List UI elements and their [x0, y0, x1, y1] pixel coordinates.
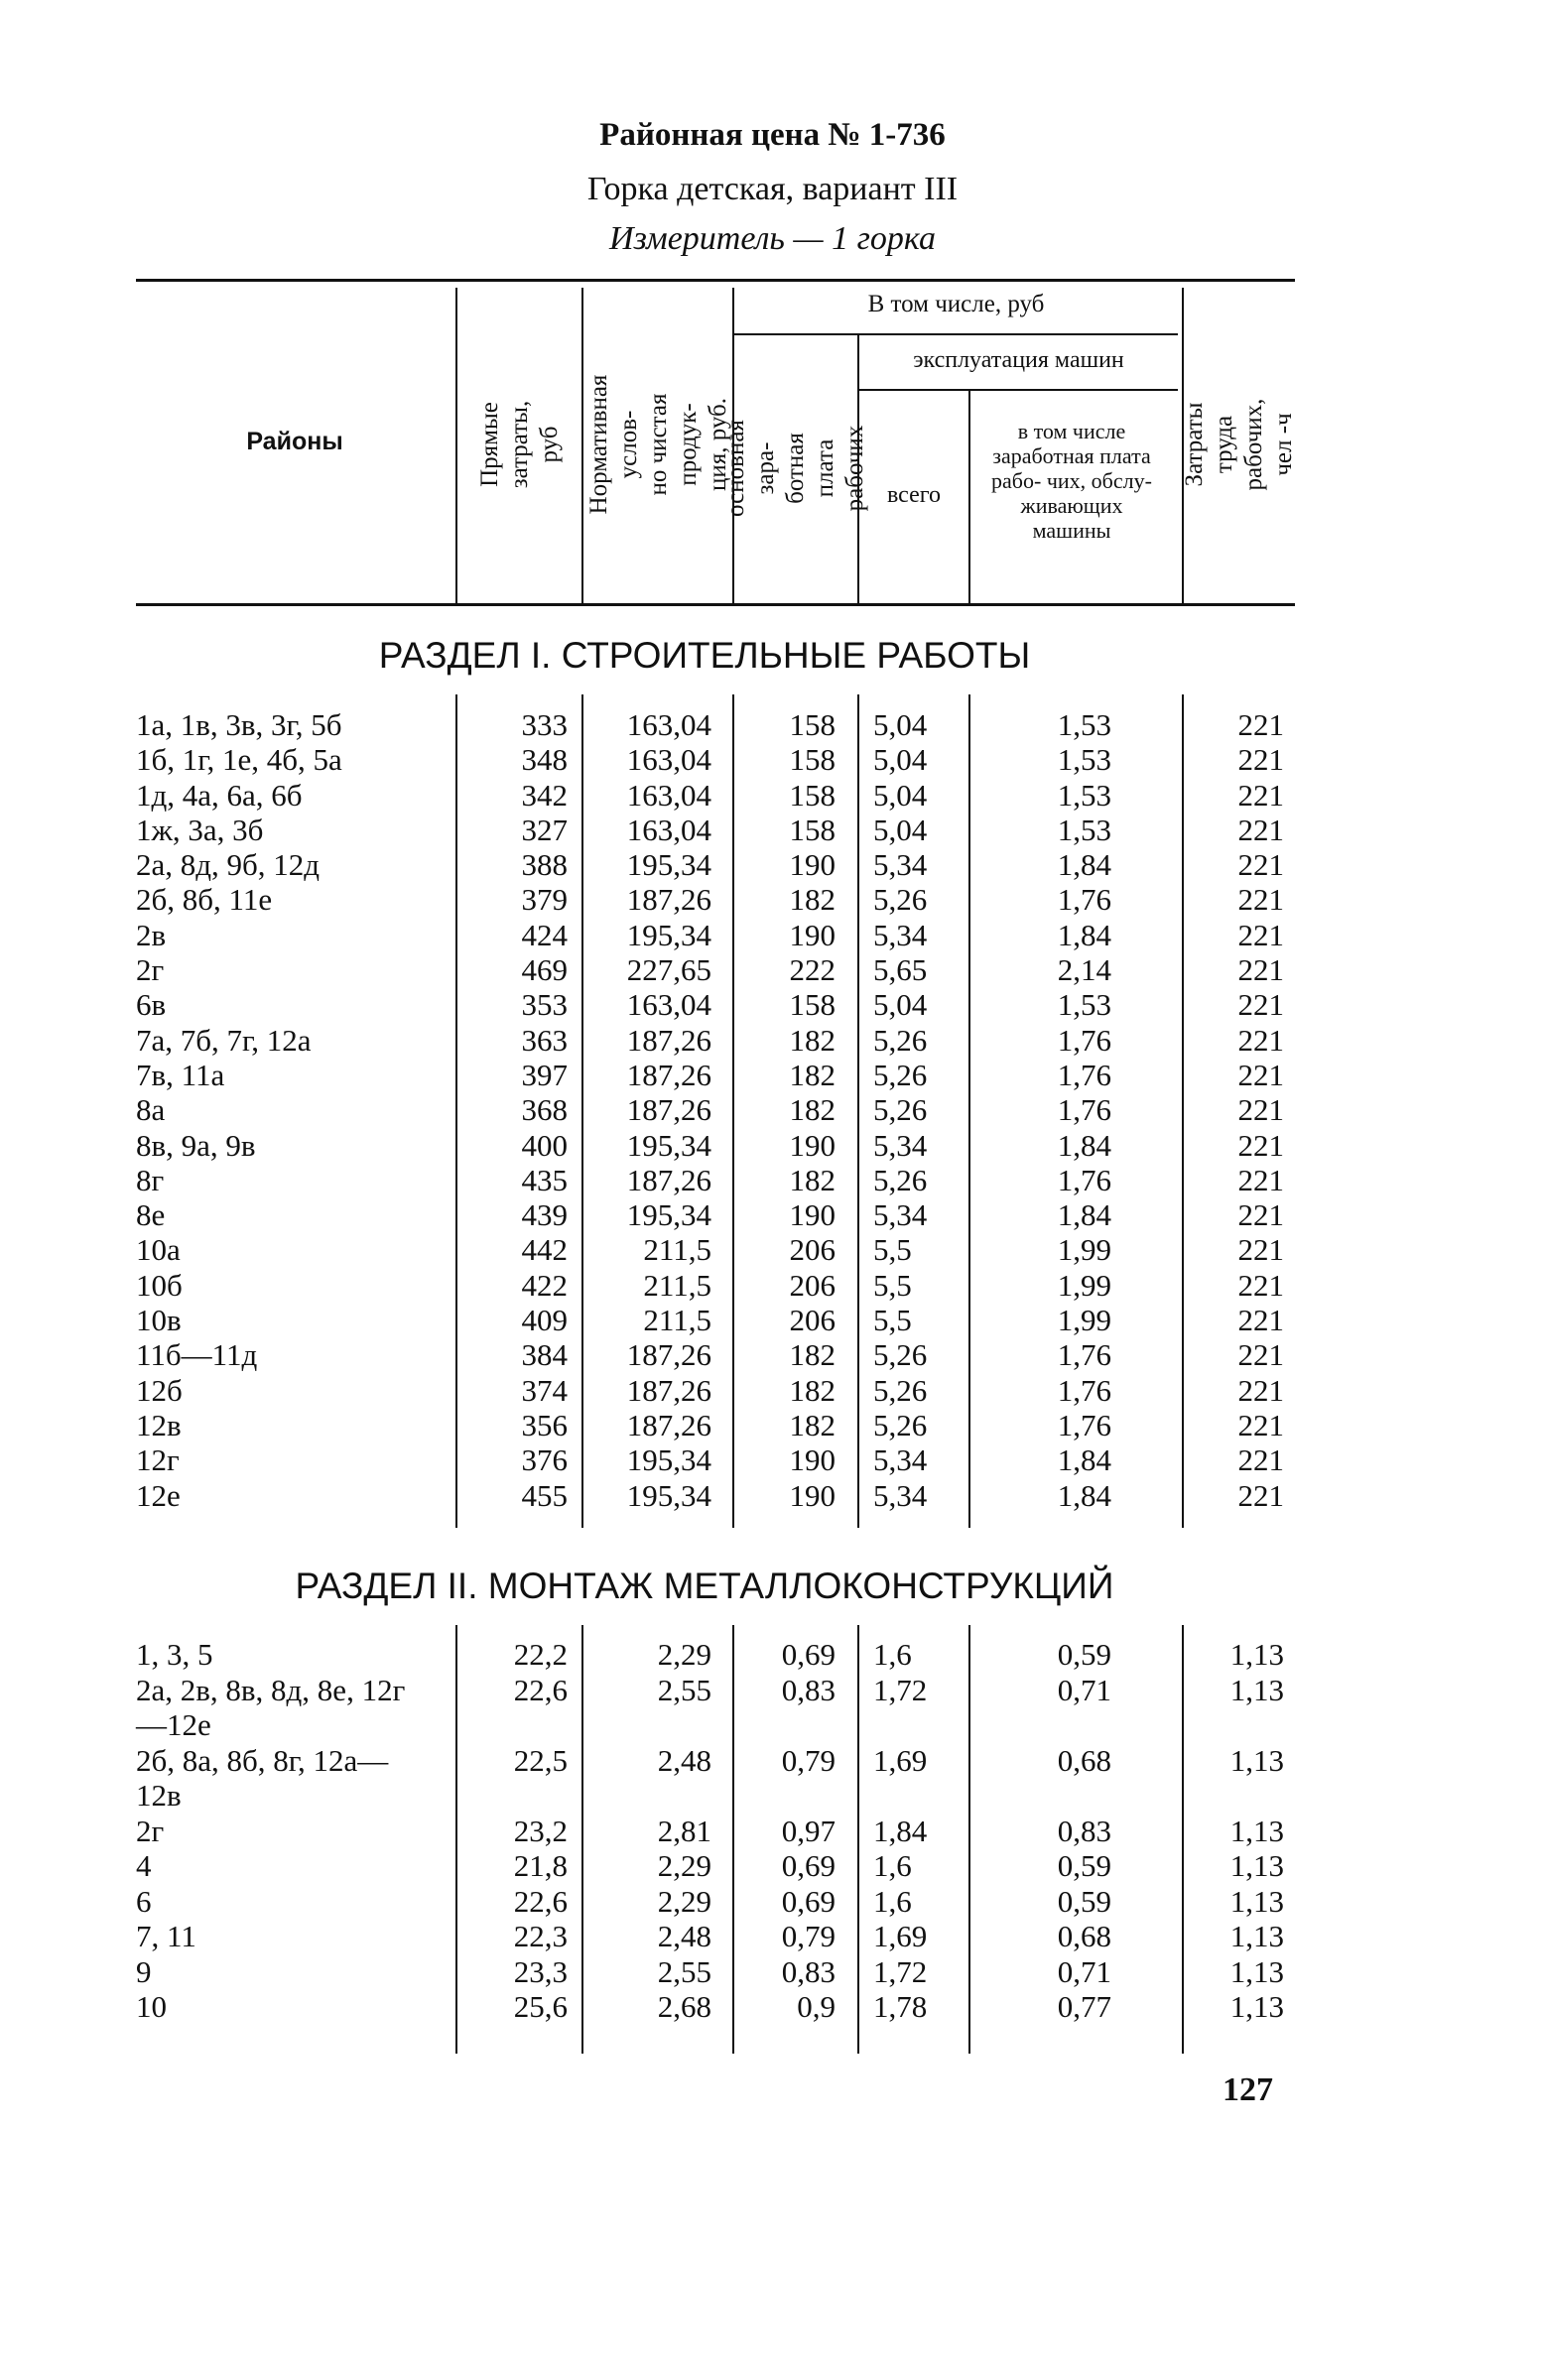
table-row — [0, 1268, 1545, 1303]
wages-cell: 158 — [789, 777, 836, 813]
direct-cost-cell: 22,2 — [513, 1637, 568, 1672]
labor-cell: 221 — [1237, 952, 1284, 988]
region-cell: 2а, 2в, 8в, 8д, 8е, 12г—12е — [136, 1672, 406, 1742]
direct-cost-cell: 363 — [521, 1022, 568, 1058]
header-col-divider — [968, 391, 970, 603]
region-cell: 1ж, 3а, 3б — [136, 812, 264, 847]
normative-cell: 2,29 — [657, 1848, 711, 1883]
labor-cell: 221 — [1237, 1477, 1284, 1513]
normative-cell: 187,26 — [626, 1162, 711, 1197]
machine-wages-cell: 0,71 — [1057, 1672, 1111, 1707]
normative-cell: 2,68 — [657, 1989, 711, 2024]
labor-cell: 221 — [1237, 1337, 1284, 1373]
region-cell: 8в, 9а, 9в — [136, 1127, 256, 1163]
normative-cell: 163,04 — [626, 987, 711, 1023]
normative-cell: 195,34 — [626, 1197, 711, 1233]
wages-cell: 182 — [789, 1407, 836, 1442]
region-cell: 4 — [136, 1848, 152, 1883]
wages-cell: 182 — [789, 1092, 836, 1128]
direct-cost-cell: 342 — [521, 777, 568, 813]
normative-cell: 163,04 — [626, 812, 711, 847]
table-row — [0, 778, 1545, 813]
normative-cell: 187,26 — [626, 1372, 711, 1408]
table-row — [0, 1884, 1545, 1920]
normative-cell: 2,55 — [657, 1953, 711, 1989]
wages-cell: 0,9 — [797, 1989, 836, 2024]
machines-total-cell: 5,04 — [873, 812, 928, 847]
machines-total-cell: 1,69 — [873, 1919, 928, 1953]
machines-total-cell: 1,78 — [873, 1989, 928, 2024]
machines-total-cell: 5,26 — [873, 1372, 928, 1408]
machine-wages-cell: 1,76 — [1057, 1407, 1111, 1442]
region-cell: 10а — [136, 1232, 181, 1268]
machine-wages-cell: 1,84 — [1057, 1127, 1111, 1163]
machines-total-cell: 1,6 — [873, 1883, 912, 1919]
machine-wages-cell: 1,53 — [1057, 812, 1111, 847]
region-cell: 1а, 1в, 3в, 3г, 5б — [136, 707, 342, 742]
wages-cell: 0,69 — [781, 1883, 836, 1919]
labor-cell: 221 — [1237, 812, 1284, 847]
normative-cell: 163,04 — [626, 777, 711, 813]
section2-title: РАЗДЕЛ II. МОНТАЖ МЕТАЛЛОКОНСТРУКЦИЙ — [295, 1566, 1114, 1606]
table-row — [0, 1092, 1545, 1127]
machines-rule — [859, 389, 1178, 391]
direct-cost-cell: 442 — [521, 1232, 568, 1268]
machine-wages-cell: 1,84 — [1057, 847, 1111, 883]
wages-cell: 206 — [789, 1267, 836, 1303]
machine-wages-cell: 1,99 — [1057, 1267, 1111, 1303]
normative-cell: 187,26 — [626, 1337, 711, 1373]
table-row — [0, 1442, 1545, 1477]
machines-total-cell: 1,6 — [873, 1848, 912, 1883]
labor-cell: 1,13 — [1229, 1672, 1284, 1707]
labor-cell: 221 — [1237, 1442, 1284, 1478]
wages-cell: 0,83 — [781, 1953, 836, 1989]
normative-cell: 211,5 — [643, 1232, 711, 1268]
direct-cost-cell: 376 — [521, 1442, 568, 1478]
header-main-wages — [722, 335, 868, 601]
labor-cell: 221 — [1237, 1232, 1284, 1268]
page-number: 127 — [1223, 2071, 1273, 2108]
wages-cell: 158 — [789, 742, 836, 778]
table-row — [0, 847, 1545, 882]
machines-total-cell: 5,5 — [873, 1232, 912, 1268]
normative-cell: 187,26 — [626, 1057, 711, 1092]
labor-cell: 1,13 — [1229, 1813, 1284, 1848]
table-row — [0, 1163, 1545, 1197]
labor-cell: 1,13 — [1229, 1848, 1284, 1883]
header-direct-costs-text: Прямые затраты, руб — [476, 400, 563, 489]
labor-cell: 1,13 — [1229, 1883, 1284, 1919]
machine-wages-cell: 1,99 — [1057, 1232, 1111, 1268]
machine-wages-cell: 2,14 — [1057, 952, 1111, 988]
header-col-divider — [455, 288, 457, 603]
machine-wages-cell: 1,76 — [1057, 1337, 1111, 1373]
header-total: всего — [886, 482, 942, 508]
machines-total-cell: 5,26 — [873, 1092, 928, 1128]
labor-cell: 221 — [1237, 1092, 1284, 1128]
direct-cost-cell: 23,3 — [513, 1953, 568, 1989]
machine-wages-cell: 1,84 — [1057, 917, 1111, 952]
machine-wages-cell: 0,71 — [1057, 1953, 1111, 1989]
machine-wages-cell: 1,53 — [1057, 987, 1111, 1023]
labor-cell: 221 — [1237, 707, 1284, 742]
region-cell: 10в — [136, 1303, 182, 1338]
machines-total-cell: 1,84 — [873, 1813, 928, 1848]
table-row — [0, 1058, 1545, 1092]
wages-cell: 182 — [789, 1162, 836, 1197]
direct-cost-cell: 327 — [521, 812, 568, 847]
machine-wages-cell: 1,76 — [1057, 1092, 1111, 1128]
normative-cell: 195,34 — [626, 1442, 711, 1478]
region-cell: 1б, 1г, 1е, 4б, 5а — [136, 742, 342, 778]
normative-cell: 211,5 — [643, 1303, 711, 1338]
machine-wages-cell: 1,53 — [1057, 742, 1111, 778]
table-row — [0, 1848, 1545, 1884]
wages-cell: 190 — [789, 1442, 836, 1478]
machines-total-cell: 5,26 — [873, 1057, 928, 1092]
machines-total-cell: 5,65 — [873, 952, 928, 988]
machines-total-cell: 1,6 — [873, 1637, 912, 1672]
region-cell: 9 — [136, 1953, 152, 1989]
direct-cost-cell: 435 — [521, 1162, 568, 1197]
labor-cell: 221 — [1237, 1197, 1284, 1233]
machine-wages-cell: 1,76 — [1057, 1162, 1111, 1197]
table-row — [0, 707, 1545, 742]
table-row — [0, 1128, 1545, 1163]
direct-cost-cell: 23,2 — [513, 1813, 568, 1848]
table-row — [0, 882, 1545, 917]
machine-wages-cell: 1,76 — [1057, 1022, 1111, 1058]
machines-total-cell: 5,04 — [873, 742, 928, 778]
machine-wages-cell: 1,84 — [1057, 1477, 1111, 1513]
wages-cell: 0,79 — [781, 1742, 836, 1778]
header-normative-text: Нормативная услов- но чистая продук- ция, руб. — [585, 374, 731, 515]
normative-cell: 187,26 — [626, 1022, 711, 1058]
machines-total-cell: 5,26 — [873, 1022, 928, 1058]
header-labor-text: Затраты труда рабочих, чел -ч — [1181, 398, 1297, 491]
machines-total-cell: 5,34 — [873, 1197, 928, 1233]
wages-cell: 222 — [789, 952, 836, 988]
direct-cost-cell: 353 — [521, 987, 568, 1023]
section1-title: РАЗДЕЛ I. СТРОИТЕЛЬНЫЕ РАБОТЫ — [378, 635, 1031, 676]
table-row — [0, 1373, 1545, 1408]
machines-total-cell: 1,72 — [873, 1953, 928, 1989]
machine-wages-cell: 1,53 — [1057, 707, 1111, 742]
region-cell: 10б — [136, 1267, 183, 1303]
wages-cell: 206 — [789, 1303, 836, 1338]
normative-cell: 2,29 — [657, 1637, 711, 1672]
direct-cost-cell: 22,5 — [513, 1742, 568, 1778]
table-row — [0, 1197, 1545, 1232]
wages-cell: 0,69 — [781, 1848, 836, 1883]
direct-cost-cell: 22,6 — [513, 1672, 568, 1707]
normative-cell: 2,81 — [657, 1813, 711, 1848]
header-machine-wages: в том числе заработная плата рабо- чих, обслу- живающих машины — [991, 419, 1152, 543]
machine-wages-cell: 1,84 — [1057, 1442, 1111, 1478]
wages-cell: 206 — [789, 1232, 836, 1268]
region-cell: 1д, 4а, 6а, 6б — [136, 777, 303, 813]
region-cell: 2г — [136, 1813, 165, 1848]
labor-cell: 221 — [1237, 742, 1284, 778]
normative-cell: 211,5 — [643, 1267, 711, 1303]
normative-cell: 195,34 — [626, 1477, 711, 1513]
normative-cell: 227,65 — [626, 952, 711, 988]
machines-total-cell: 5,04 — [873, 987, 928, 1023]
normative-cell: 163,04 — [626, 742, 711, 778]
direct-cost-cell: 455 — [521, 1477, 568, 1513]
labor-cell: 1,13 — [1229, 1953, 1284, 1989]
labor-cell: 221 — [1237, 1407, 1284, 1442]
table-row — [0, 1337, 1545, 1372]
labor-cell: 1,13 — [1229, 1637, 1284, 1672]
machine-wages-cell: 1,84 — [1057, 1197, 1111, 1233]
header-regions: Районы — [246, 428, 343, 455]
direct-cost-cell: 439 — [521, 1197, 568, 1233]
wages-cell: 158 — [789, 812, 836, 847]
direct-cost-cell: 422 — [521, 1267, 568, 1303]
region-cell: 12б — [136, 1372, 183, 1408]
normative-cell: 2,29 — [657, 1883, 711, 1919]
region-cell: 8а — [136, 1092, 166, 1128]
machines-total-cell: 5,04 — [873, 777, 928, 813]
direct-cost-cell: 400 — [521, 1127, 568, 1163]
direct-cost-cell: 374 — [521, 1372, 568, 1408]
labor-cell: 221 — [1237, 1267, 1284, 1303]
direct-cost-cell: 368 — [521, 1092, 568, 1128]
labor-cell: 221 — [1237, 987, 1284, 1023]
normative-cell: 163,04 — [626, 707, 711, 742]
normative-cell: 187,26 — [626, 1407, 711, 1442]
direct-cost-cell: 25,6 — [513, 1989, 568, 2024]
table-row — [0, 1303, 1545, 1337]
direct-cost-cell: 469 — [521, 952, 568, 988]
machine-wages-cell: 1,76 — [1057, 1057, 1111, 1092]
wages-cell: 190 — [789, 847, 836, 883]
machine-wages-cell: 1,53 — [1057, 777, 1111, 813]
machines-total-cell: 5,04 — [873, 707, 928, 742]
header-top-rule — [136, 279, 1295, 282]
table-row — [0, 1023, 1545, 1058]
wages-cell: 0,97 — [781, 1813, 836, 1848]
table-row — [0, 987, 1545, 1022]
machines-total-cell: 5,34 — [873, 917, 928, 952]
header-normative-production — [585, 288, 732, 601]
machine-wages-cell: 1,76 — [1057, 1372, 1111, 1408]
region-cell: 2а, 8д, 9б, 12д — [136, 847, 321, 883]
machines-total-cell: 5,34 — [873, 1442, 928, 1478]
wages-cell: 182 — [789, 1022, 836, 1058]
region-cell: 12в — [136, 1407, 182, 1442]
wages-cell: 0,83 — [781, 1672, 836, 1707]
normative-cell: 187,26 — [626, 882, 711, 918]
section2-rows — [0, 1637, 1545, 2025]
wages-cell: 0,79 — [781, 1919, 836, 1953]
direct-cost-cell: 22,3 — [513, 1919, 568, 1953]
table-row — [0, 1814, 1545, 1849]
normative-cell: 2,48 — [657, 1919, 711, 1953]
price-subtitle: Горка детская, вариант III — [586, 171, 959, 207]
machines-total-cell: 5,26 — [873, 1162, 928, 1197]
machines-total-cell: 5,34 — [873, 1477, 928, 1513]
region-cell: 11б—11д — [136, 1337, 258, 1373]
direct-cost-cell: 409 — [521, 1303, 568, 1338]
normative-cell: 195,34 — [626, 847, 711, 883]
wages-cell: 190 — [789, 1127, 836, 1163]
direct-cost-cell: 384 — [521, 1337, 568, 1373]
machine-wages-cell: 0,59 — [1057, 1883, 1111, 1919]
table-row — [0, 813, 1545, 847]
machine-wages-cell: 0,68 — [1057, 1919, 1111, 1953]
labor-cell: 221 — [1237, 882, 1284, 918]
direct-cost-cell: 356 — [521, 1407, 568, 1442]
machines-total-cell: 5,34 — [873, 1127, 928, 1163]
machines-total-cell: 5,26 — [873, 882, 928, 918]
region-cell: 2г — [136, 952, 165, 988]
machine-wages-cell: 0,59 — [1057, 1848, 1111, 1883]
table-row — [0, 1232, 1545, 1267]
table-row — [0, 1478, 1545, 1513]
machines-total-cell: 5,5 — [873, 1267, 912, 1303]
machines-total-cell: 5,34 — [873, 847, 928, 883]
wages-cell: 182 — [789, 1372, 836, 1408]
labor-cell: 221 — [1237, 1022, 1284, 1058]
direct-cost-cell: 424 — [521, 917, 568, 952]
labor-cell: 221 — [1237, 1127, 1284, 1163]
machine-wages-cell: 1,99 — [1057, 1303, 1111, 1338]
region-cell: 2б, 8а, 8б, 8г, 12а—12в — [136, 1742, 389, 1813]
region-cell: 6в — [136, 987, 167, 1023]
header-machines: эксплуатация машин — [913, 347, 1124, 373]
header-including: В том числе, руб — [867, 291, 1045, 317]
wages-cell: 190 — [789, 1197, 836, 1233]
table-row — [0, 1408, 1545, 1442]
machines-total-cell: 5,5 — [873, 1303, 912, 1338]
labor-cell: 221 — [1237, 917, 1284, 952]
wages-cell: 190 — [789, 917, 836, 952]
region-cell: 6 — [136, 1883, 152, 1919]
machines-total-cell: 5,26 — [873, 1407, 928, 1442]
region-cell: 7, 11 — [136, 1919, 196, 1953]
table-row — [0, 952, 1545, 987]
machines-total-cell: 1,72 — [873, 1672, 928, 1707]
region-cell: 7а, 7б, 7г, 12а — [136, 1022, 312, 1058]
labor-cell: 221 — [1237, 1162, 1284, 1197]
header-direct-costs — [458, 288, 581, 601]
direct-cost-cell: 333 — [521, 707, 568, 742]
wages-cell: 182 — [789, 1337, 836, 1373]
table-row — [0, 1919, 1545, 1954]
direct-cost-cell: 348 — [521, 742, 568, 778]
region-cell: 1, 3, 5 — [136, 1637, 213, 1672]
section1-rows — [0, 707, 1545, 1513]
labor-cell: 221 — [1237, 1372, 1284, 1408]
machines-total-cell: 5,26 — [873, 1337, 928, 1373]
table-row — [0, 1637, 1545, 1673]
header-bottom-rule — [136, 603, 1295, 606]
direct-cost-cell: 388 — [521, 847, 568, 883]
direct-cost-cell: 22,6 — [513, 1883, 568, 1919]
direct-cost-cell: 397 — [521, 1057, 568, 1092]
labor-cell: 1,13 — [1229, 1742, 1284, 1778]
normative-cell: 195,34 — [626, 1127, 711, 1163]
wages-cell: 158 — [789, 987, 836, 1023]
region-cell: 8е — [136, 1197, 166, 1233]
labor-cell: 1,13 — [1229, 1919, 1284, 1953]
wages-cell: 0,69 — [781, 1637, 836, 1672]
normative-cell: 2,48 — [657, 1742, 711, 1778]
table-row — [0, 1743, 1545, 1814]
header-col-divider — [581, 288, 583, 603]
region-cell: 12е — [136, 1477, 181, 1513]
header-main-wages-text: основная зара- ботная плата рабочих — [722, 420, 868, 517]
machine-wages-cell: 0,83 — [1057, 1813, 1111, 1848]
price-title: Районная цена № 1-736 — [599, 117, 946, 153]
machine-wages-cell: 1,76 — [1057, 882, 1111, 918]
machine-wages-cell: 0,59 — [1057, 1637, 1111, 1672]
region-cell: 8г — [136, 1162, 165, 1197]
wages-cell: 182 — [789, 1057, 836, 1092]
header-labor — [1181, 288, 1297, 601]
wages-cell: 182 — [789, 882, 836, 918]
normative-cell: 2,55 — [657, 1672, 711, 1707]
wages-cell: 158 — [789, 707, 836, 742]
direct-cost-cell: 21,8 — [513, 1848, 568, 1883]
labor-cell: 221 — [1237, 777, 1284, 813]
region-cell: 7в, 11а — [136, 1057, 225, 1092]
table-row — [0, 1954, 1545, 1990]
table-row — [0, 1989, 1545, 2025]
labor-cell: 221 — [1237, 1057, 1284, 1092]
region-cell: 2в — [136, 917, 167, 952]
machines-total-cell: 1,69 — [873, 1742, 928, 1778]
machine-wages-cell: 0,68 — [1057, 1742, 1111, 1778]
region-cell: 2б, 8б, 11е — [136, 882, 273, 918]
region-cell: 10 — [136, 1989, 167, 2024]
table-row — [0, 742, 1545, 777]
region-cell: 12г — [136, 1442, 180, 1478]
labor-cell: 1,13 — [1229, 1989, 1284, 2024]
wages-cell: 190 — [789, 1477, 836, 1513]
labor-cell: 221 — [1237, 1303, 1284, 1338]
table-row — [0, 918, 1545, 952]
normative-cell: 195,34 — [626, 917, 711, 952]
normative-cell: 187,26 — [626, 1092, 711, 1128]
measure-unit: Измеритель — 1 горка — [609, 220, 936, 257]
labor-cell: 221 — [1237, 847, 1284, 883]
direct-cost-cell: 379 — [521, 882, 568, 918]
table-row — [0, 1673, 1545, 1743]
machine-wages-cell: 0,77 — [1057, 1989, 1111, 2024]
